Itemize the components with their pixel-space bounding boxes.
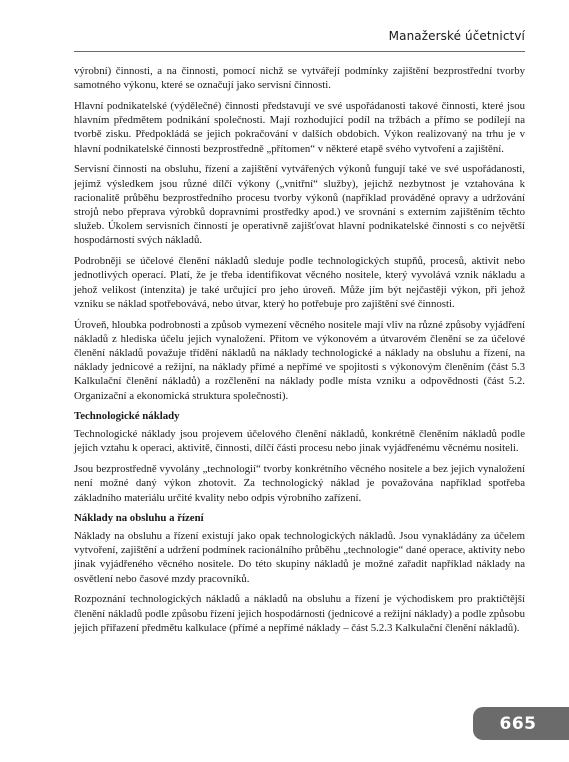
page-body: [74, 64, 525, 642]
paragraph: Technologické náklady jsou projevem účelového členění nákladů, konkrétně členěním nákladů podle jejich vztahu k operaci, aktivitě, činnosti, dílčí části procesu nebo jinak vyjádřenému věcnému nositeli.: [74, 428, 525, 455]
page-number-tab: [473, 707, 569, 740]
paragraph: Úroveň, hloubka podrobnosti a způsob vymezení věcného nositele mají vliv na různé způsoby vyjádření nákladů z hlediska účelu jejich vynaložení. Přitom ve výkonovém a útvarovém členění se za účelové členění nákladů považuje třídění nákladů na náklady technologické a náklady na obsluhu a řízení, na náklady jednicové a režijní, na náklady přímé a nepřímé ve spojitosti s výkonovým členěním (část 5.3 Kalkulační členění nákladů) a rozčlenění na náklady podle místa vzniku a odpovědnosti (část 5.2. Organizační a ekonomická struktura společnosti).: [74, 318, 525, 402]
paragraph: Podrobněji se účelové členění nákladů sleduje podle technologických stupňů, procesů, aktivit nebo jednotlivých operací. Platí, že je třeba identifikovat věcného nositele, který vyvolává vznik nákladu a jehož velikost (intenzita) je také určující pro jeho úroveň. Může jím být nejčastěji výkon, při jehož vzniku se náklad spotřebovává, nebo útvar, který ho potřebuje pro zajištění své činnosti.: [74, 255, 525, 310]
book-title: Manažerské účetnictví: [388, 29, 525, 43]
paragraph: Rozpoznání technologických nákladů a nákladů na obsluhu a řízení je východiskem pro praktičtější členění nákladů podle způsobu řízení jejich hospodárnosti (jednicové a režijní náklady) a podle způsobu jejich přiřazení předmětu kalkulace (přímé a nepřímé náklady – část 5.2.3 Kalkulační členění nákladů).: [74, 593, 525, 634]
paragraph: Jsou bezprostředně vyvolány „technologií“ tvorby konkrétního věcného nositele a bez jejich vynaložení není možné daný výkon zhotovit. Za technologický náklad je považována například spotřeba základního materiálu určité kvality nebo odpis výrobního zařízení.: [74, 463, 525, 504]
section-heading: Technologické náklady: [74, 410, 180, 423]
page-number: 665: [499, 713, 537, 734]
paragraph: Náklady na obsluhu a řízení existují jako opak technologických nákladů. Jsou vynakládány za účelem vytvoření, zajištění a udržení podmínek racionálního průběhu „technologie“ dané operace, aktivity nebo jinak vyjádřeného věcného nositele. Do této skupiny nákladů je možné zařadit například náklady na osvětlení nebo časové mzdy pracovníků.: [74, 530, 525, 585]
running-header: [74, 29, 525, 52]
paragraph: výrobní) činnosti, a na činnosti, pomocí nichž se vytvářejí podmínky zajištění bezprostřední tvorby samotného výkonu, které se označují jako servisní činnosti.: [74, 65, 525, 92]
paragraph: Hlavní podnikatelské (výdělečné) činnosti představují ve své uspořádanosti takové činnosti, které jsou hlavním předmětem podnikání společnosti. Mají rozhodující podíl na tržbách a přímo se podílejí na tvorbě zisku. Předpokládá se jejich pokračování v dalších obdobích. Výkon realizovaný na trhu je v hlavní podnikatelské činnosti bezprostředně „přítomen“ v některé etapě svého vytvoření a zajištění.: [74, 100, 525, 155]
section-heading: Náklady na obsluhu a řízení: [74, 512, 204, 525]
paragraph: Servisní činnosti na obsluhu, řízení a zajištění vytvářených výkonů fungují také ve své uspořádanosti, jejímž výsledkem jsou různé dílčí výkony („vnitřní“ služby), jejichž nezbytnost je vztahována k racionalitě průběhu bezprostředního procesu tvorby výkonů (například prováděné opravy a udržování strojů nebo přeprava výrobků dopravními prostředky apod.) ve srovnání s externím zajištěním těchto služeb. Úkolem servisních činností je operativně zajišťovat hlavní podnikatelské činnosti s co největší hospodárností svých nákladů.: [74, 163, 525, 247]
